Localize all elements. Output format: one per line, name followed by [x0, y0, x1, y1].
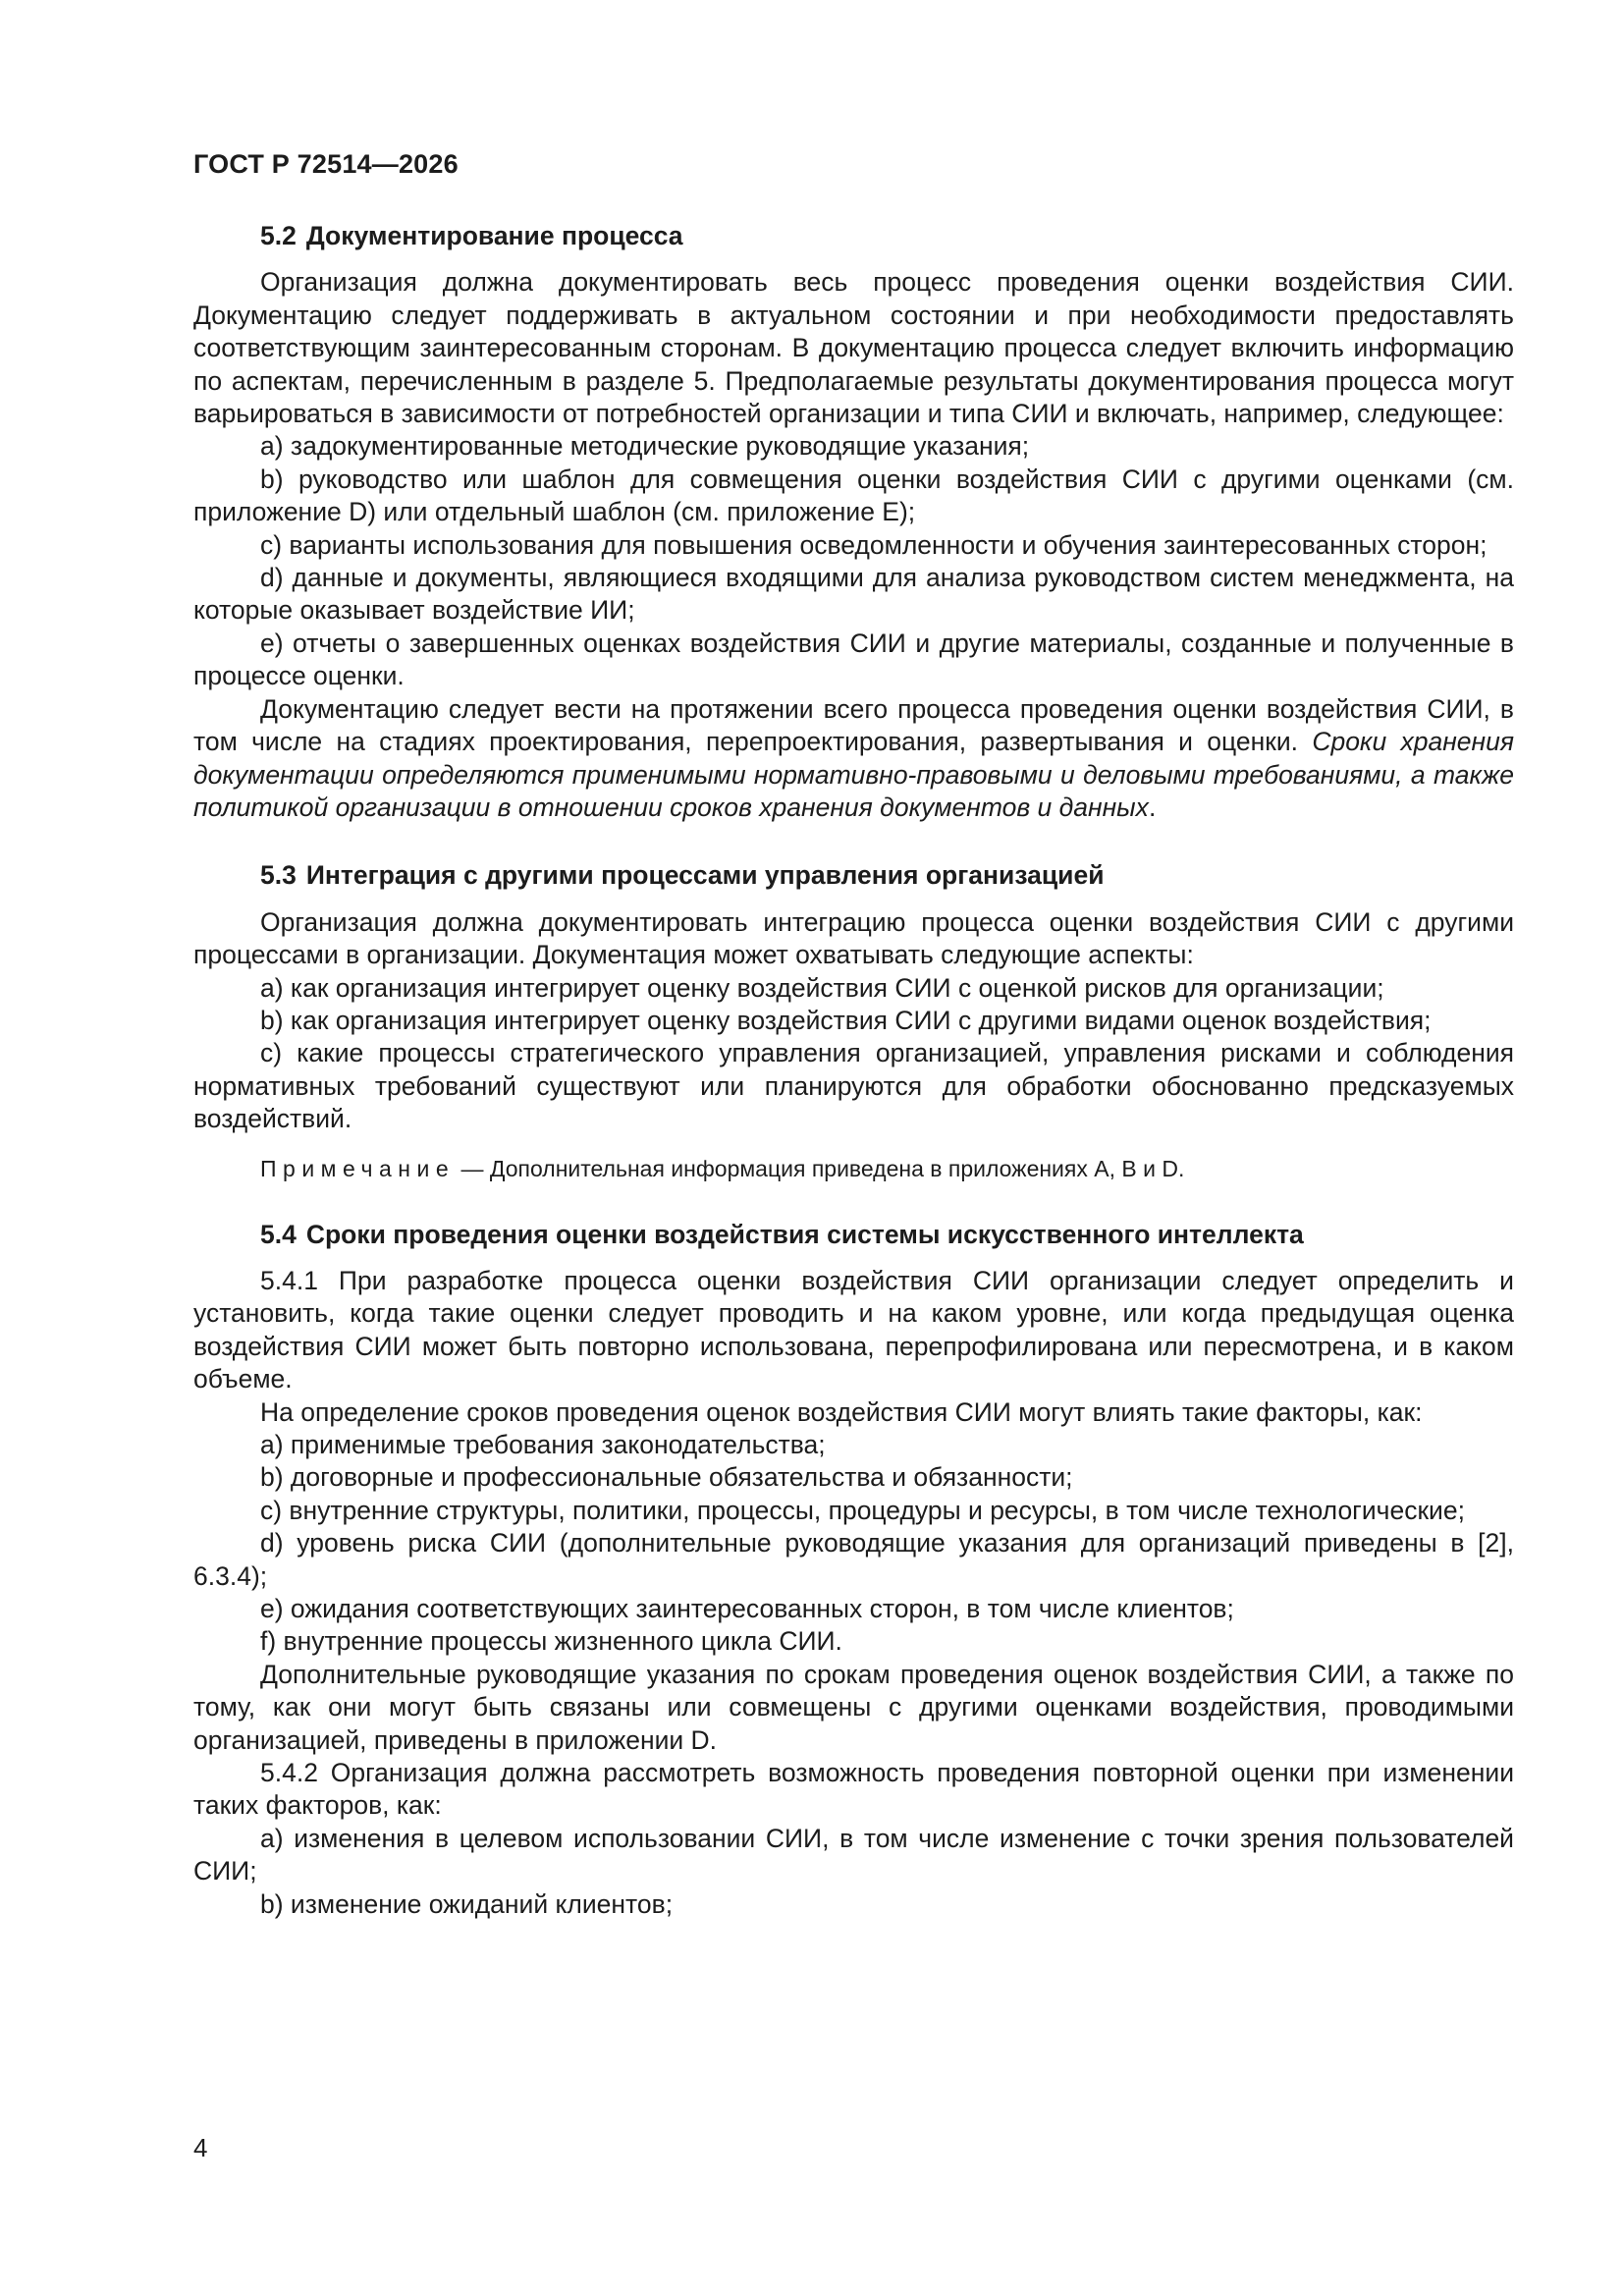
section-heading-5-2: [193, 220, 1514, 252]
list-item: c) внутренние структуры, политики, процессы, процедуры и ресурсы, в том числе технологические;: [260, 1495, 1465, 1525]
paragraph-text: Документацию следует вести на протяжении всего процесса проведения оценки воздействия СИИ, в том числе на стадиях проектирования, перепроектирования, развертывания и оценки.: [193, 693, 1514, 757]
list-item: d) уровень риска СИИ (дополнительные руководящие указания для организаций приведены в [2], 6.3.4);: [193, 1528, 1514, 1591]
note-label: Примечание: [260, 1155, 456, 1181]
page-number: 4: [193, 2133, 208, 2162]
paragraph: [193, 693, 1514, 825]
section-heading-5-4: [193, 1219, 1514, 1251]
list-item: a) применимые требования законодательства;: [260, 1430, 826, 1459]
note-text: — Дополнительная информация приведена в приложениях А, В и D.: [455, 1155, 1185, 1181]
list-item: b) договорные и профессиональные обязательства и обязанности;: [260, 1462, 1073, 1493]
list-item: f) внутренние процессы жизненного цикла СИИ.: [260, 1626, 842, 1657]
section-number: 5.4: [260, 1219, 297, 1249]
section-number: 5.2: [260, 221, 297, 250]
paragraph: Организация должна документировать интеграцию процесса оценки воздействия СИИ с другими процессами в организации. Документация может охватывать следующие аспекты:: [193, 906, 1514, 970]
list-item: c) варианты использования для повышения осведомленности и обучения заинтересованных сторон;: [260, 529, 1488, 560]
list-item: b) руководство или шаблон для совмещения оценки воздействия СИИ с другими оценками (см. приложение D) или отдельный шаблон (см. приложение E);: [193, 464, 1514, 527]
period: .: [1148, 792, 1157, 822]
note: [193, 1154, 1514, 1183]
list-item: e) отчеты о завершенных оценках воздействия СИИ и другие материалы, созданные и полученные в процессе оценки.: [193, 628, 1514, 691]
section-title: Сроки проведения оценки воздействия системы искусственного интеллекта: [305, 1219, 1304, 1249]
list-item: c) какие процессы стратегического управления организацией, управления рисками и соблюдения нормативных требований существуют или планируются для обработки обоснованно предсказуемых воздействий.: [193, 1038, 1514, 1134]
paragraph: 5.4.1 При разработке процесса оценки воздействия СИИ организации следует определить и установить, когда такие оценки следует проводить и на каком уровне, или когда предыдущая оценка воздействия СИИ может быть повторно использована, перепрофилирована или пересмотрена, и в каком объеме.: [193, 1265, 1514, 1394]
paragraph: На определение сроков проведения оценок воздействия СИИ могут влиять такие факторы, как:: [260, 1396, 1423, 1427]
document-header: ГОСТ Р 72514—2026: [193, 149, 459, 179]
list-item: e) ожидания соответствующих заинтересованных сторон, в том числе клиентов;: [260, 1594, 1234, 1624]
list-item: a) как организация интегрирует оценку воздействия СИИ с оценкой рисков для организации;: [260, 972, 1384, 1003]
paragraph: 5.4.2 Организация должна рассмотреть возможность проведения повторной оценки при изменении таких факторов, как:: [193, 1758, 1514, 1821]
italic-text: Сроки хранения документации определяются применимыми нормативно-правовыми и деловыми требованиями, а также политикой организации в отношении сроков хранения документов и данных: [193, 727, 1514, 822]
list-item: a) изменения в целевом использовании СИИ, в том числе изменение с точки зрения пользователей СИИ;: [193, 1823, 1514, 1886]
section-title: Документирование процесса: [305, 221, 683, 250]
list-item: b) как организация интегрирует оценку воздействия СИИ с другими видами оценок воздействия;: [260, 1005, 1432, 1035]
list-item: d) данные и документы, являющиеся входящими для анализа руководством систем менеджмента, на которые оказывает воздействие ИИ;: [193, 563, 1514, 626]
list-item: b) изменение ожиданий клиентов;: [260, 1888, 674, 1919]
section-title: Интеграция с другими процессами управления организацией: [305, 860, 1105, 891]
list-item: a) задокументированные методические руководящие указания;: [260, 431, 1030, 462]
paragraph: Организация должна документировать весь процесс проведения оценки воздействия СИИ. Документацию следует поддерживать в актуальном состоянии и при необходимости предоставлять соответствующим заинтересованным сторонам. В документацию процесса следует включить информацию по аспектам, перечисленным в разделе 5. Предполагаемые результаты документирования процесса могут варьироваться в зависимости от потребностей организации и типа СИИ и включать, например, следующее:: [193, 267, 1514, 429]
document-body: [193, 220, 1514, 1921]
paragraph: Дополнительные руководящие указания по срокам проведения оценок воздействия СИИ, а также по тому, как они могут быть связаны или совмещены с другими оценками воздействия, проводимыми организацией, приведены в приложении D.: [193, 1659, 1514, 1755]
section-number: 5.3: [260, 860, 297, 891]
section-heading-5-3: [193, 859, 1514, 892]
